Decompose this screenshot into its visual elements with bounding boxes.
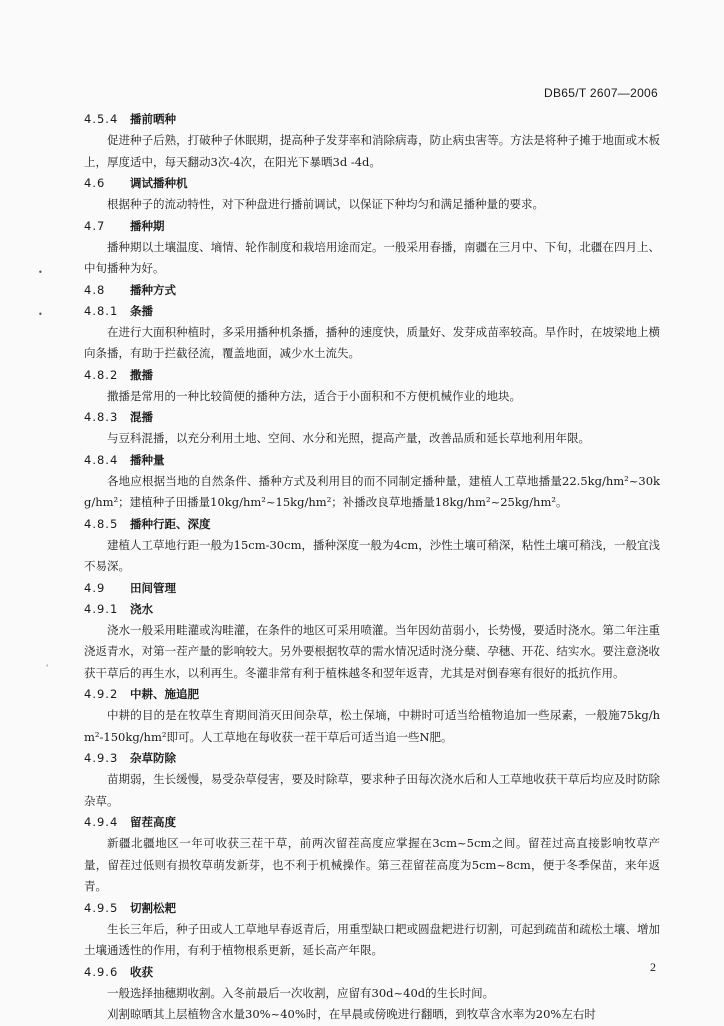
section-heading (84, 578, 660, 599)
section-heading (84, 450, 660, 471)
section-heading (84, 280, 660, 301)
page-number: 2 (650, 960, 656, 974)
section-paragraph: 各地应根据当地的自然条件、播种方式及利用目的而不同制定播种量，建植人工草地播量22.5kg/hm²~30kg/hm²；建植种子田播量10kg/hm²~15kg/hm²；补播改良草地播量18kg/hm²~25kg/hm²。 (84, 473, 660, 509)
section-title: 混播 (130, 410, 153, 424)
section-paragraph: 与豆科混播，以充分利用土地、空间、水分和光照，提高产量，改善品质和延长草地利用年限。 (107, 431, 590, 445)
section-number: 4.8.4 (84, 452, 119, 467)
section-number: 4.8.1 (84, 303, 119, 318)
section-title: 田间管理 (130, 580, 176, 595)
section-number: 4.9.6 (84, 964, 119, 979)
section-title: 浇水 (130, 601, 153, 616)
section-title: 播种方式 (130, 282, 176, 297)
section-title: 中耕、施追肥 (130, 687, 199, 701)
section-paragraph: 中耕的目的是在牧草生育期间消灭田间杂草，松土保墒，中耕时可适当给植物追加一些尿素，一般施75kg/hm²-150kg/hm²即可。人工草地在每收获一茬干草后可适当追一些N肥。 (84, 708, 660, 744)
section-title: 播种量 (130, 452, 165, 467)
section-heading (84, 748, 660, 769)
section-title: 播前晒种 (130, 112, 176, 126)
section-heading (84, 812, 660, 833)
section-paragraph: 浇水一般采用畦灌或沟畦灌，在条件的地区可采用喷灌。当年因幼苗弱小，长势慢，要适时浇水。第二年注重浇返青水，对第一茬产量的影响较大。另外要根据牧草的需水情况适时浇分蘖、孕穗、开花、结实水。要注意浇收获干草后的再生水，以利再生。冬灌非常有利于植株越冬和翌年返青，尤其是对倒春寒有很好的抵抗作用。 (84, 622, 660, 680)
section-paragraph: 撒播是常用的一种比较简便的播种方法，适合于小面积和不方便机械作业的地块。 (107, 388, 521, 403)
section-title: 撒播 (130, 367, 153, 382)
section-number: 4.5.4 (84, 112, 119, 126)
section-paragraph: 新疆北疆地区一年可收获三茬干草，前两次留茬高度应掌握在3cm~5cm之间。留茬过高直接影响牧草产量，留茬过低则有损牧草萌发新芽，也不利于机械操作。第三茬留茬高度为5cm~8cm，便于冬季保苗，来年返青。 (84, 836, 660, 893)
section-heading (84, 365, 660, 386)
section-heading (84, 684, 660, 705)
section-heading (84, 301, 660, 322)
section-heading (84, 173, 660, 194)
document-body (84, 109, 660, 1026)
section-number: 4.8.5 (84, 516, 119, 531)
section-title: 播种期 (130, 218, 165, 233)
section-title: 播种行距、深度 (130, 516, 211, 531)
standard-code: DB65/T 2607—2006 (544, 86, 658, 100)
section-number: 4.8.3 (84, 410, 119, 424)
section-title: 条播 (130, 303, 153, 318)
section-number: 4.9.1 (84, 601, 119, 616)
section-number: 4.9.3 (84, 751, 119, 765)
section-paragraph: 生长三年后，种子田或人工草地早春返青后，用重型缺口耙或圆盘耙进行切割，可起到疏苗和疏松土壤、增加土壤通透性的作用，有利于植物根系更新，延长高产年限。 (84, 921, 660, 957)
section-title: 切割松耙 (130, 900, 176, 915)
section-paragraph: 建植人工草地行距一般为15cm-30cm，播种深度一般为4cm，沙性土壤可稍深，粘性土壤可稍浅，一般宜浅不易深。 (84, 537, 660, 573)
section-title: 收获 (130, 964, 153, 979)
section-heading (84, 216, 660, 237)
section-paragraph: 刈割晾晒其上层植物含水量30%~40%时，在早晨或傍晚进行翻晒，到牧草含水率为20%左右时 (107, 1007, 596, 1021)
section-heading (84, 109, 660, 130)
section-paragraph: 苗期弱，生长缓慢，易受杂草侵害，要及时除草，要求种子田每次浇水后和人工草地收获干草后均应及时防除杂草。 (84, 772, 660, 808)
scan-mark: • (38, 310, 43, 319)
section-number: 4.6 (84, 176, 106, 190)
section-paragraph: 根据种子的流动特性，对下种盘进行播前调试，以保证下种均匀和满足播种量的要求。 (107, 197, 544, 211)
scan-mark: ʹ (46, 664, 49, 673)
section-number: 4.9.5 (84, 900, 119, 915)
section-number: 4.8 (84, 282, 106, 297)
section-number: 4.9 (84, 580, 106, 595)
section-number: 4.9.4 (84, 815, 119, 829)
section-heading (84, 962, 660, 983)
section-heading (84, 898, 660, 919)
section-title: 调试播种机 (130, 176, 188, 190)
section-number: 4.9.2 (84, 687, 119, 701)
section-heading (84, 599, 660, 620)
section-paragraph: 促进种子后熟，打破种子休眠期，提高种子发芽率和消除病毒，防止病虫害等。方法是将种子摊于地面或木板上，厚度适中，每天翻动3次-4次，在阳光下暴晒3d -4d。 (84, 133, 660, 169)
section-paragraph: 播种期以土壤温度、墒情、轮作制度和栽培用途而定。一般采用春播，南疆在三月中、下旬，北疆在四月上、中旬播种为好。 (84, 239, 660, 275)
scan-mark: • (38, 268, 43, 277)
section-heading (84, 514, 660, 535)
section-paragraph: 在进行大面积种植时，多采用播种机条播，播种的速度快，质量好、发芽成苗率较高。旱作时，在坡梁地上横向条播，有助于拦截径流，覆盖地面，减少水土流失。 (84, 324, 660, 360)
section-paragraph: 一般选择抽穗期收割。入冬前最后一次收割，应留有30d~40d的生长时间。 (107, 985, 495, 1000)
section-title: 杂草防除 (130, 751, 176, 765)
section-heading (84, 407, 660, 428)
section-number: 4.7 (84, 218, 106, 233)
section-number: 4.8.2 (84, 367, 119, 382)
section-title: 留茬高度 (130, 815, 176, 829)
